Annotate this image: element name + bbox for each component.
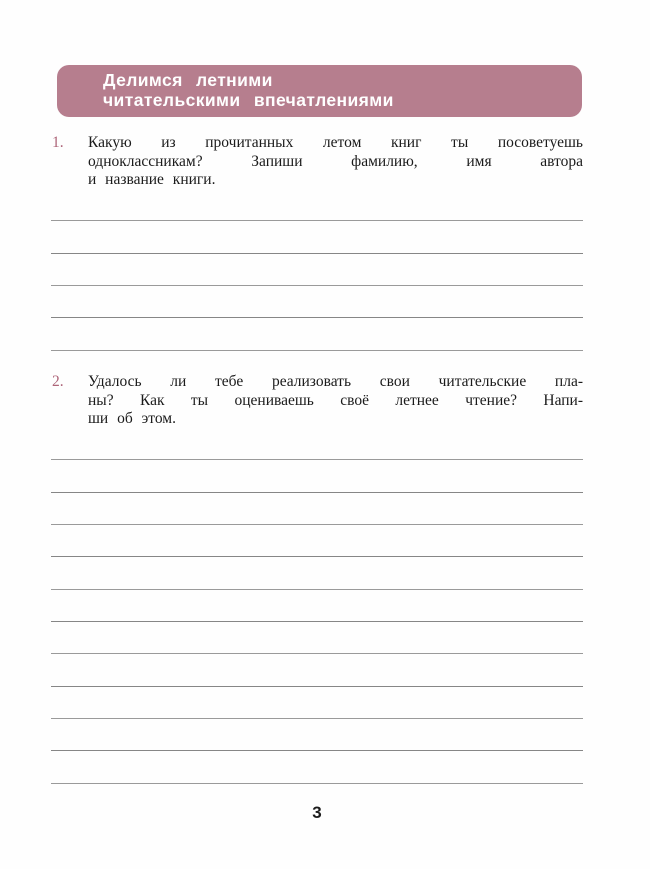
question-2-text-line: ны? Как ты оцениваешь своё летнее чтение? Напи-	[88, 391, 583, 409]
question-1-text-line: одноклассникам? Запиши фамилию, имя автора	[88, 152, 583, 170]
section-title-line-1: Делимся летними	[103, 70, 273, 90]
answer-rule-line	[51, 221, 583, 253]
answer-rule-line	[51, 493, 583, 525]
page-number: 3	[312, 803, 322, 822]
answer-rule-line	[51, 654, 583, 686]
answer-rule-line	[51, 318, 583, 350]
answer-rule-line	[51, 719, 583, 751]
question-1-text-line: и название книги.	[88, 171, 216, 189]
question-2-number: 2.	[52, 373, 64, 390]
section-title-banner	[57, 65, 582, 117]
question-2	[52, 373, 583, 429]
question-1	[52, 134, 583, 190]
question-2-text-line: ши об этом.	[88, 410, 176, 428]
question-2-text-line: Удалось ли тебе реализовать свои читательские пла-	[88, 373, 583, 390]
question-1-text-line: Какую из прочитанных летом книг ты посоветуешь	[88, 134, 583, 151]
question-1-number: 1.	[52, 134, 64, 151]
question-2-answer-lines	[51, 428, 583, 784]
answer-rule-line	[51, 687, 583, 719]
question-2-text	[88, 373, 583, 429]
answer-rule-line	[51, 286, 583, 318]
answer-rule-line	[51, 428, 583, 460]
section-title-line-2: читательскими впечатлениями	[103, 90, 394, 110]
question-1-answer-lines	[51, 189, 583, 351]
answer-rule-line	[51, 622, 583, 654]
answer-rule-line	[51, 751, 583, 783]
answer-rule-line	[51, 525, 583, 557]
answer-rule-line	[51, 460, 583, 492]
answer-rule-line	[51, 557, 583, 589]
answer-rule-line	[51, 590, 583, 622]
answer-rule-line	[51, 254, 583, 286]
answer-rule-line	[51, 189, 583, 221]
question-1-text	[88, 134, 583, 190]
